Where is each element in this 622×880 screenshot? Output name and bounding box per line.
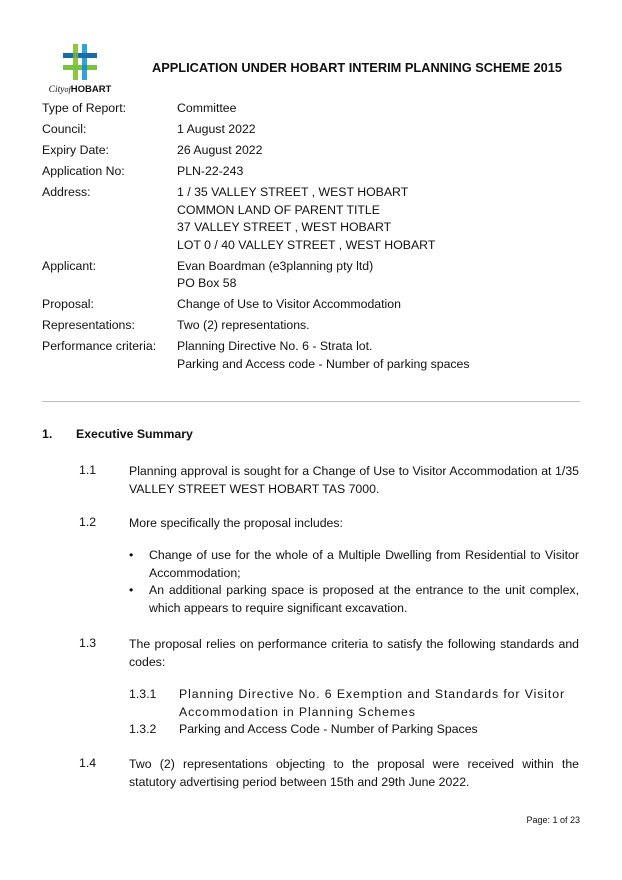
list-item: • Change of use for the whole of a Multiple Dwelling from Residential to Visitor Accommodation; [129,548,579,580]
paragraph-number: 1.4 [79,756,97,770]
table-row [42,121,582,142]
field-value-line: LOT 0 / 40 VALLEY STREET , WEST HOBART [177,237,436,252]
field-value [177,184,582,258]
field-value-line: 26 August 2022 [177,143,263,157]
table-row [42,100,582,121]
field-label: Application No: [42,164,125,178]
field-value-line: Committee [177,101,237,115]
table-row [42,163,582,184]
paragraph-number: 1.1 [79,463,97,477]
field-value-line: Evan Boardman (e3planning pty ltd) [177,258,374,273]
field-value [177,121,582,142]
field-value [177,163,582,184]
field-value-line: Parking and Access code - Number of parking spaces [177,356,470,371]
city-of-hobart-logo [42,44,118,98]
bullet-list [129,547,579,617]
field-value-line: 1 / 35 VALLEY STREET , WEST HOBART [177,185,409,199]
section-title: Executive Summary [76,427,193,441]
paragraph-text: Planning approval is sought for a Change of Use to Visitor Accommodation at 1/35 VALLEY STREET WEST HOBART TAS 7000. [129,464,579,496]
sub-item-number: 1.3.2 [129,722,157,736]
paragraph-number: 1.2 [79,515,97,529]
paragraph-text: The proposal relies on performance criteria to satisfy the following standards and codes: [129,637,579,669]
list-item: • An additional parking space is proposed at the entrance to the unit complex, which appears to require significant excavation. [129,583,579,615]
section-heading [42,427,193,441]
page-number: Page: 1 of 23 [526,815,580,825]
bullet-icon: • [129,583,134,597]
field-value [177,258,582,297]
sub-item-text: Parking and Access Code - Number of Parking Spaces [179,722,478,736]
table-row [42,184,582,258]
field-value-line: PO Box 58 [177,276,237,290]
field-label: Applicant: [42,258,97,273]
table-row [42,258,582,297]
field-value-line: PLN-22-243 [177,164,244,178]
section-number: 1. [42,427,53,441]
paragraph-number: 1.3 [79,636,97,650]
table-row [42,142,582,163]
field-value-line: Two (2) representations. [177,318,310,332]
field-label: Representations: [42,318,135,332]
field-label: Expiry Date: [42,143,109,157]
bullet-icon: • [129,548,134,562]
field-value [177,100,582,121]
field-label: Council: [42,122,87,136]
sub-item-text: Planning Directive No. 6 Exemption and Standards for Visitor Accommodation in Planning Schemes [179,687,565,719]
field-value-line: Planning Directive No. 6 - Strata lot. [177,339,373,353]
field-value-line: 1 August 2022 [177,122,256,136]
logo-text: CityofHOBART [48,84,112,95]
field-value-line: COMMON LAND OF PARENT TITLE [177,202,380,217]
sub-item [129,721,579,739]
paragraph-text: Two (2) representations objecting to the proposal were received within the statutory advertising period between 15th and 29th June 2022. [129,757,579,789]
field-label: Performance criteria: [42,339,157,353]
table-row [42,296,582,317]
field-value-line: 37 VALLEY STREET , WEST HOBART [177,220,392,234]
sub-item [129,686,579,721]
field-value [177,142,582,163]
page-title: APPLICATION UNDER HOBART INTERIM PLANNING SCHEME 2015 [152,60,563,75]
table-row [42,317,582,338]
paragraph-text: More specifically the proposal includes: [129,516,343,530]
sub-item-number: 1.3.1 [129,687,157,701]
field-value [177,338,582,377]
field-label: Address: [42,185,91,199]
field-label: Proposal: [42,297,94,311]
field-value-line: Change of Use to Visitor Accommodation [177,297,401,311]
hobart-cross-icon [63,44,97,80]
table-row [42,338,582,377]
field-value [177,317,582,338]
field-value [177,296,582,317]
application-details-table [42,100,582,377]
field-label: Type of Report: [42,101,127,115]
divider [42,401,580,402]
